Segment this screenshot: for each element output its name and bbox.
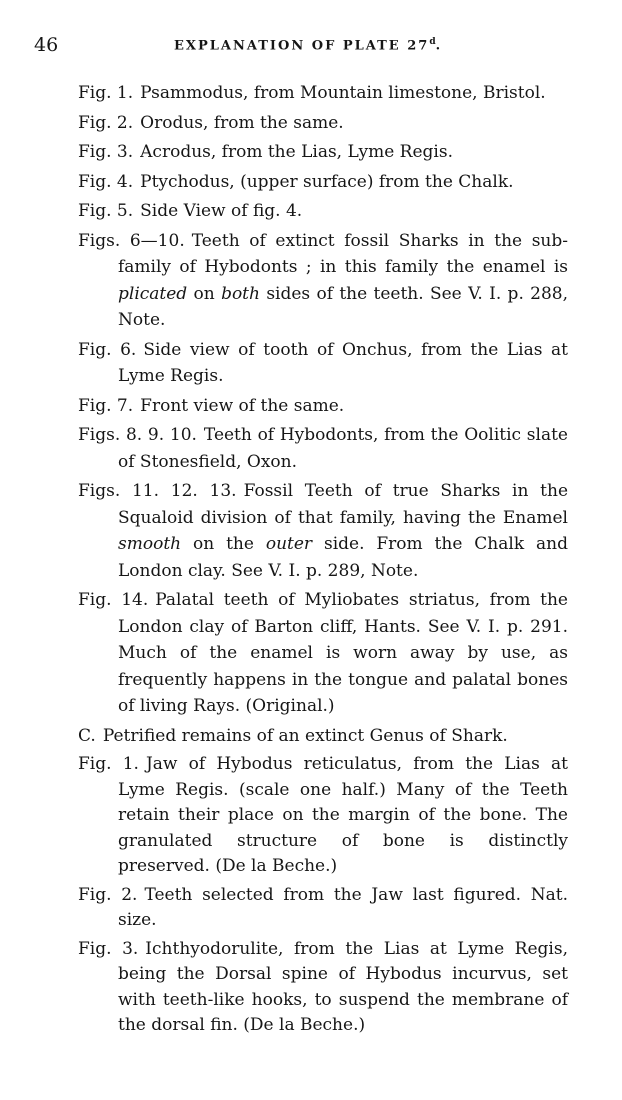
entry-label: Figs. 11. 12. 13. bbox=[78, 481, 237, 501]
entry-label: Fig. 1. bbox=[78, 83, 134, 103]
entry-label: Fig. 5. bbox=[78, 201, 134, 221]
entry-text: Teeth of Hybodonts, from the Oolitic slate of Stonesfield, Oxon. bbox=[118, 425, 568, 472]
entry-text: Fossil Teeth of true Sharks in the Squaloid division of that family, having the Enamel bbox=[118, 481, 569, 528]
entry-italic-text: both bbox=[221, 283, 260, 304]
entry-text: Side View of fig. 4. bbox=[140, 201, 303, 221]
page-header bbox=[34, 34, 574, 62]
entry-label: Figs. 8. 9. 10. bbox=[78, 425, 197, 445]
entry-label: Fig. 2. bbox=[78, 112, 134, 133]
entry-label: Fig. 3. bbox=[78, 142, 134, 162]
entry-label: Fig. 4. bbox=[78, 171, 134, 192]
running-title bbox=[174, 37, 442, 53]
entry-label: Fig. 3. bbox=[78, 938, 139, 959]
entry-fig-1 bbox=[78, 80, 568, 107]
running-title-end: . bbox=[435, 38, 443, 54]
entry-figs-8-10 bbox=[78, 422, 568, 475]
entry-text: on the bbox=[193, 534, 254, 554]
entry-italic-text: outer bbox=[265, 534, 313, 554]
entry-fig-6 bbox=[78, 337, 568, 390]
entry-fig-5 bbox=[78, 198, 568, 225]
entry-italic-text: plicated bbox=[118, 283, 188, 304]
entry-text: Front view of the same. bbox=[140, 395, 345, 416]
entry-fig-14 bbox=[78, 587, 568, 720]
entry-text: Teeth of extinct fossil Sharks in the sub-family of Hybodonts ; in this family the enamel is bbox=[118, 230, 568, 277]
entry-label: Fig. 2. bbox=[78, 884, 138, 905]
entry-text: Petrified remains of an extinct Genus of Shark. bbox=[102, 725, 508, 746]
entry-text: Teeth selected from the Jaw last figured. Nat. size. bbox=[118, 884, 568, 930]
entry-figs-6-10 bbox=[78, 228, 568, 334]
entry-text: Jaw of Hybodus reticulatus, from the Lias at Lyme Regis. (scale one half.) Many of the Teeth retain their place on the margin of the bone. The granulated structure of bone is distinctly preserved. (De la Beche.) bbox=[118, 754, 568, 876]
entry-c-fig-2 bbox=[78, 883, 568, 934]
entry-fig-7 bbox=[78, 393, 568, 420]
entry-label: Fig. 7. bbox=[78, 395, 134, 416]
entry-figs-11-13 bbox=[78, 478, 568, 584]
entry-text: Palatal teeth of Myliobates striatus, from the London clay of Barton cliff, Hants. See V. I. p. 291. Much of the enamel is worn away by use, as frequently happens in the tongue and palatal bones of living Rays. (Original.) bbox=[118, 590, 568, 716]
entry-text: on bbox=[193, 283, 215, 304]
entry-label: Figs. 6—10. bbox=[78, 230, 185, 251]
entry-text: Ptychodus, (upper surface) from the Chalk. bbox=[140, 171, 514, 192]
entry-fig-2 bbox=[78, 110, 568, 137]
entry-text: sides of the teeth. See V. I. p. 288, Note. bbox=[118, 283, 569, 330]
entry-c-fig-1 bbox=[78, 752, 568, 880]
entry-text: Acrodus, from the Lias, Lyme Regis. bbox=[140, 142, 453, 162]
entry-label: C. bbox=[78, 725, 96, 746]
running-title-text: EXPLANATION OF PLATE 27 bbox=[174, 38, 430, 54]
entry-text: Orodus, from the same. bbox=[140, 112, 344, 133]
page-number: 46 bbox=[34, 34, 59, 56]
entry-label: Fig. 6. bbox=[78, 339, 137, 360]
entry-text: Side view of tooth of Onchus, from the Lias at Lyme Regis. bbox=[118, 339, 568, 386]
entry-fig-3 bbox=[78, 139, 568, 166]
figure-explanations bbox=[78, 80, 568, 1042]
entry-italic-text: smooth bbox=[118, 534, 182, 554]
entry-text: Ichthyodorulite, from the Lias at Lyme Regis, being the Dorsal spine of Hybodus incurvus, set with teeth-like hooks, to suspend the membrane of the dorsal fin. (De la Beche.) bbox=[118, 938, 568, 1035]
entry-label: Fig. 14. bbox=[78, 590, 149, 610]
section-c-heading bbox=[78, 723, 568, 750]
entry-text: side. From the Chalk and London clay. See V. I. p. 289, Note. bbox=[118, 534, 568, 581]
entry-text: Psammodus, from Mountain limestone, Bristol. bbox=[140, 83, 546, 103]
entry-label: Fig. 1. bbox=[78, 754, 139, 774]
entry-c-fig-3 bbox=[78, 937, 568, 1039]
entry-fig-4 bbox=[78, 169, 568, 196]
running-title-superscript: d bbox=[429, 37, 436, 47]
